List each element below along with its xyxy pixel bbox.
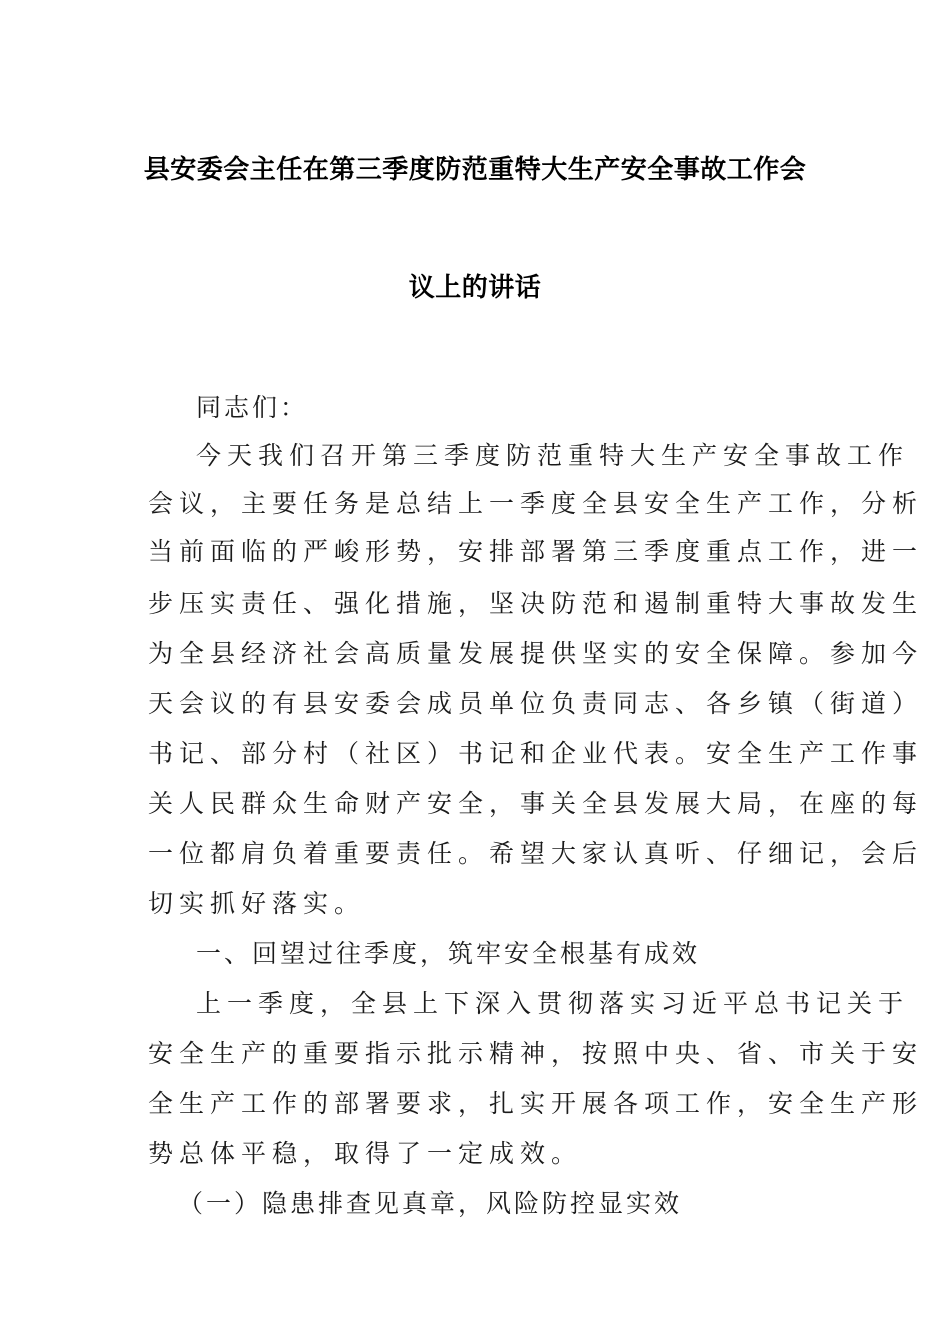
paragraph-1-line-6: 天会议的有县安委会成员单位负责同志、各乡镇（街道） xyxy=(148,689,924,718)
document-title-line-2: 议上的讲话 xyxy=(408,273,542,303)
section-heading-1: 一、回望过往季度，筑牢安全根基有成效 xyxy=(196,939,701,968)
paragraph-2-line-3: 全生产工作的部署要求，扎实开展各项工作，安全生产形 xyxy=(148,1089,924,1118)
document-title-line-1: 县安委会主任在第三季度防范重特大生产安全事故工作会 xyxy=(143,155,807,185)
paragraph-1-line-9: 一位都肩负着重要责任。希望大家认真听、仔细记，会后 xyxy=(148,839,924,868)
paragraph-1-line-1: 今天我们召开第三季度防范重特大生产安全事故工作 xyxy=(196,441,910,470)
paragraph-2-line-2: 安全生产的重要指示批示精神，按照中央、省、市关于安 xyxy=(148,1039,924,1068)
paragraph-1-line-7: 书记、部分村（社区）书记和企业代表。安全生产工作事 xyxy=(148,739,924,768)
paragraph-2-line-1: 上一季度，全县上下深入贯彻落实习近平总书记关于 xyxy=(196,989,910,1018)
paragraph-1-line-3: 当前面临的严峻形势，安排部署第三季度重点工作，进一 xyxy=(148,537,924,566)
paragraph-1-line-2: 会议，主要任务是总结上一季度全县安全生产工作，分析 xyxy=(148,489,924,518)
paragraph-1-line-4: 步压实责任、强化措施，坚决防范和遏制重特大事故发生 xyxy=(148,589,924,618)
section-subheading-1: （一）隐患排查见真章，风险防控显实效 xyxy=(178,1189,683,1218)
paragraph-2-line-4: 势总体平稳，取得了一定成效。 xyxy=(148,1139,583,1168)
paragraph-1-line-8: 关人民群众生命财产安全，事关全县发展大局，在座的每 xyxy=(148,789,924,818)
paragraph-1-line-10: 切实抓好落实。 xyxy=(148,889,366,918)
salutation: 同志们： xyxy=(196,393,309,422)
paragraph-1-line-5: 为全县经济社会高质量发展提供坚实的安全保障。参加今 xyxy=(148,639,924,668)
